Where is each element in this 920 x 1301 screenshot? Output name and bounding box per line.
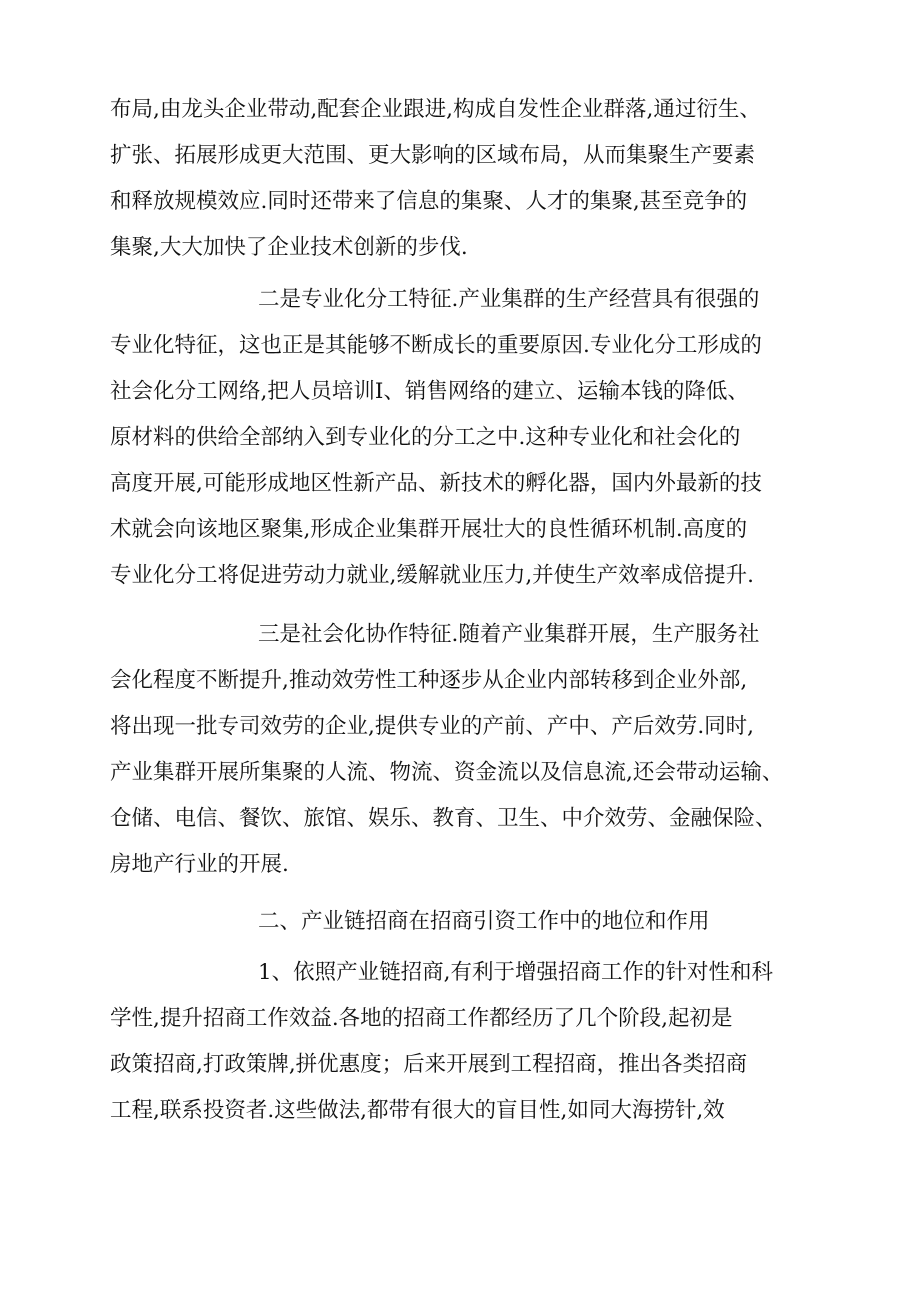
text-line: 产业集群开展所集聚的人流、物流、资金流以及信息流,还会带动运输、	[110, 760, 784, 785]
text-line: 集聚,大大加快了企业技术创新的步伐.	[110, 235, 468, 260]
text-line: 工程,联系投资者.这些做法,都带有很大的盲目性,如同大海捞针,效	[110, 1098, 725, 1123]
text-line: 社会化分工网络,把人员培训I、销售网络的建立、运输本钱的降低、	[110, 379, 749, 404]
section-heading: 二、产业链招商在招商引资工作中的地位和作用	[258, 909, 710, 934]
text-line: 扩张、拓展形成更大范围、更大影响的区域布局，从而集聚生产要素	[110, 143, 756, 168]
text-line: 术就会向该地区聚集,形成企业集群开展壮大的良性循环机制.高度的	[110, 517, 748, 542]
text-line: 高度开展,可能形成地区性新产品、新技术的孵化器，国内外最新的技	[110, 471, 762, 496]
text-line: 将出现一批专司效劳的企业,提供专业的产前、产中、产后效劳.同时,	[110, 714, 755, 739]
text-line: 布局,由龙头企业带动,配套企业跟进,构成自发性企业群落,通过衍生、	[110, 97, 761, 122]
text-line: 政策招商,打政策牌,拼优惠度；后来开展到工程招商，推出各类招商	[110, 1052, 748, 1077]
paragraph-start-line: 二是专业化分工特征.产业集群的生产经营具有很强的	[258, 287, 760, 312]
text-line: 学性,提升招商工作效益.各地的招商工作都经历了几个阶段,起初是	[110, 1006, 733, 1031]
text-line: 专业化特征，这也正是其能够不断成长的重要原因.专业化分工形成的	[110, 333, 762, 358]
text-line: 原材料的供给全部纳入到专业化的分工之中.这种专业化和社会化的	[110, 425, 741, 450]
text-line: 和释放规模效应.同时还带来了信息的集聚、人才的集聚,甚至竞争的	[110, 189, 748, 214]
text-line: 会化程度不断提升,推动效劳性工种逐步从企业内部转移到企业外部,	[110, 668, 748, 693]
paragraph-start-line: 1、依照产业链招商,有利于增强招商工作的针对性和科	[258, 960, 774, 985]
paragraph-start-line: 三是社会化协作特征.随着产业集群开展，生产服务社	[258, 622, 760, 647]
text-line: 专业化分工将促进劳动力就业,缓解就业压力,并使生产效率成倍提升.	[110, 563, 755, 588]
text-line: 房地产行业的开展.	[110, 852, 289, 877]
text-line: 仓储、电信、餐饮、旅馆、娱乐、教育、卫生、中介效劳、金融保险、	[110, 806, 777, 831]
